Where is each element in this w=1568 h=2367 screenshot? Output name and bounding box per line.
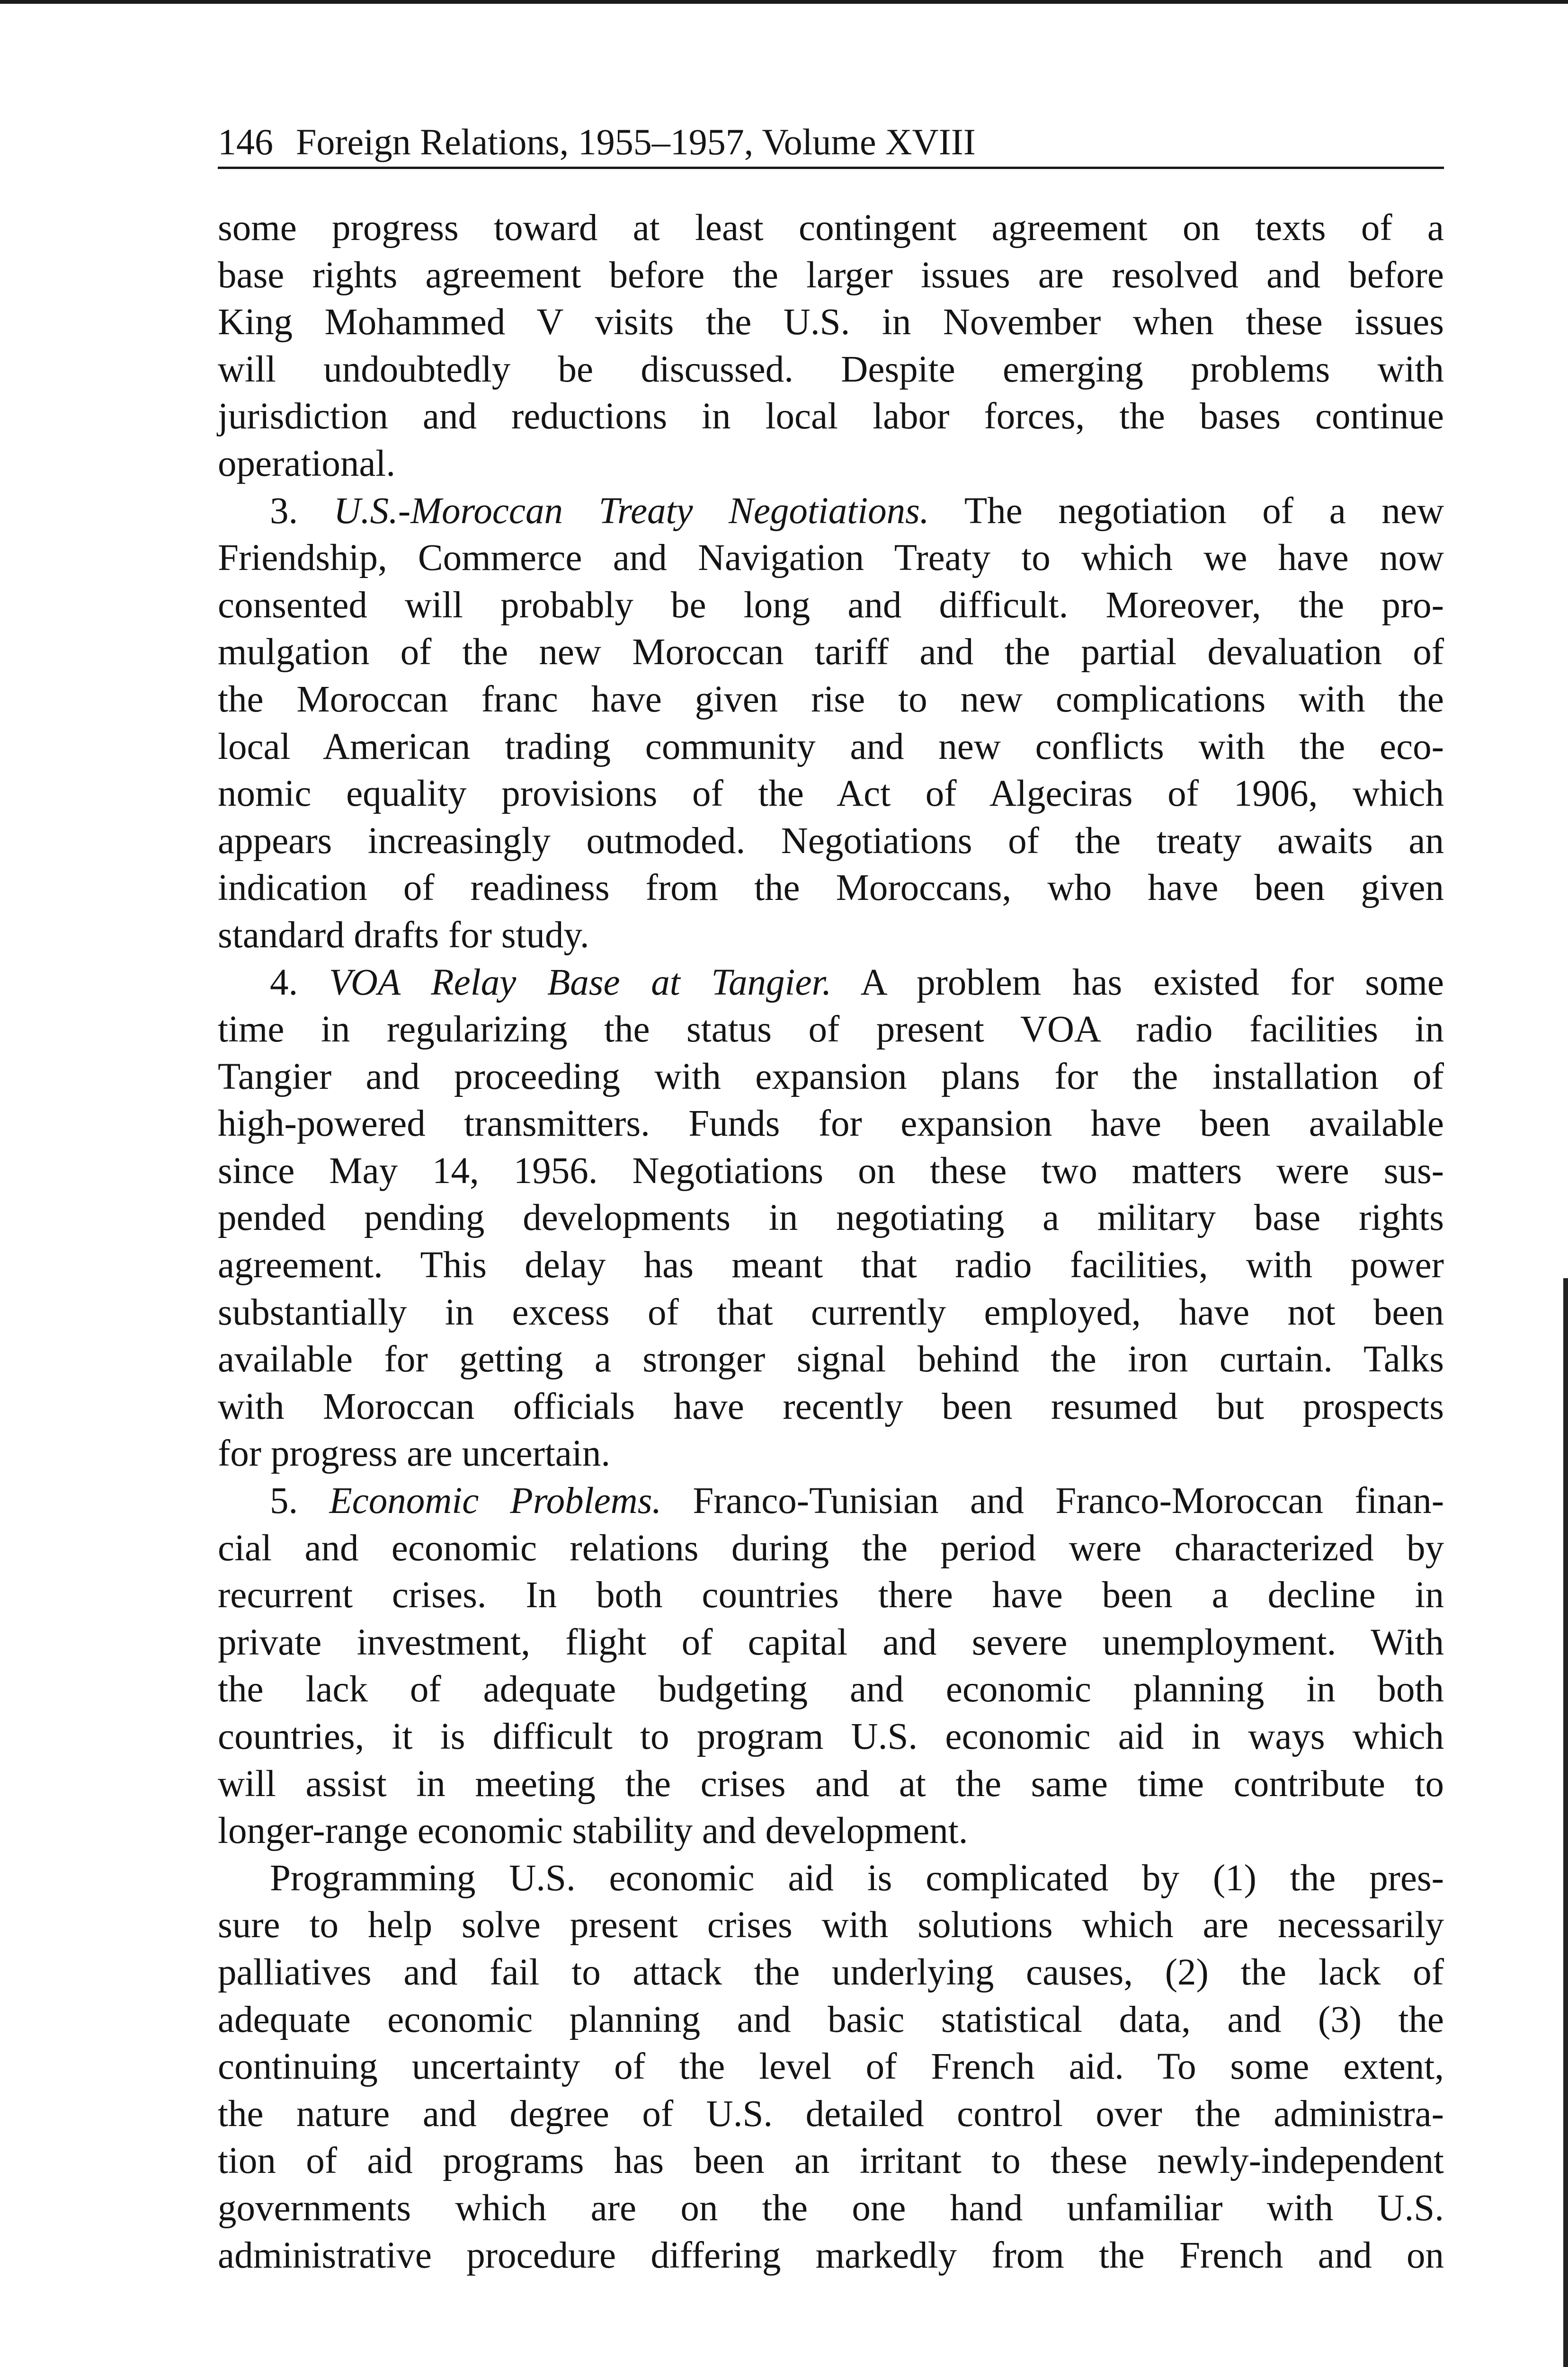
line-text: appears increasingly outmoded. Negotiations of the treaty awaits an [218,820,1444,862]
text-line [218,393,1444,440]
section-heading: VOA Relay Base at Tangier. [329,961,832,1003]
text-line [218,1572,1444,1619]
text-line [218,864,1444,912]
text-line [218,723,1444,771]
text-line [218,818,1444,865]
line-text: nomic equality provisions of the Act of Algeciras of 1906, which [218,773,1444,815]
line-text: palliatives and fail to attack the underlying causes, (2) the lack of [218,1951,1444,1993]
line-text: mulgation of the new Moroccan tariff and the partial devaluation of [218,632,1444,673]
section-heading: U.S.-Moroccan Treaty Negotiations. [333,490,929,532]
text-line [218,1289,1444,1336]
line-text: the nature and degree of U.S. detailed control over the administra- [218,2093,1444,2135]
running-title: Foreign Relations, 1955–1957, Volume XVIII [296,121,976,162]
line-text: continuing uncertainty of the level of French aid. To some extent, [218,2046,1444,2088]
line-text: adequate economic planning and basic statistical data, and (3) the [218,1999,1444,2040]
text-line [218,1006,1444,1053]
section-number: 5. [270,1480,330,1522]
text-line [218,1100,1444,1148]
line-text: base rights agreement before the larger issues are resolved and before [218,254,1444,296]
text-line [218,629,1444,676]
line-text: administrative procedure differing markedly from the French and on [218,2234,1444,2276]
text-line [218,2232,1444,2279]
text-line [218,582,1444,629]
text-line [218,1525,1444,1572]
line-text: King Mohammed V visits the U.S. in November when these issues [218,302,1444,343]
scan-edge-right [1563,1278,1568,2367]
text-line [218,1761,1444,1808]
text-line [218,912,1444,959]
text-line [218,205,1444,252]
line-text: standard drafts for study. [218,914,589,956]
text-line [218,2091,1444,2138]
text-line [218,252,1444,299]
text-line [218,770,1444,818]
line-text: operational. [218,443,396,484]
text-line [218,676,1444,723]
line-text: governments which are on the one hand unfamiliar with U.S. [218,2187,1444,2229]
line-text: local American trading community and new conflicts with the eco- [218,726,1444,767]
running-head [218,117,1444,169]
text-line [218,1807,1444,1855]
body-text [218,205,1444,2279]
line-text: indication of readiness from the Moroccans, who have been given [218,867,1444,909]
text-line [218,488,1444,535]
text-line [218,1902,1444,1949]
line-text: pended pending developments in negotiating a military base rights [218,1197,1444,1239]
section-number: 4. [270,961,329,1003]
line-text: the lack of adequate budgeting and economic planning in both [218,1669,1444,1710]
text-line [218,1666,1444,1713]
text-line [218,1713,1444,1761]
line-text: the Moroccan franc have given rise to new complications with the [218,678,1444,720]
text-line [218,1430,1444,1477]
text-line [218,534,1444,582]
line-text: agreement. This delay has meant that radio facilities, with power [218,1245,1444,1286]
scan-edge-top [0,0,1568,4]
text-line [218,1336,1444,1383]
line-text: consented will probably be long and difficult. Moreover, the pro- [218,584,1444,626]
line-text: jurisdiction and reductions in local labor forces, the bases continue [218,396,1444,437]
text-line [218,1194,1444,1242]
line-text: some progress toward at least contingent agreement on texts of a [218,207,1444,249]
text-line [218,440,1444,488]
text-line [218,2043,1444,2091]
line-text: since May 14, 1956. Negotiations on these two matters were sus- [218,1150,1444,1192]
line-text: high-powered transmitters. Funds for expansion have been available [218,1103,1444,1145]
line-text: A problem has existed for some [831,961,1444,1003]
line-text: recurrent crises. In both countries there have been a decline in [218,1575,1444,1616]
line-text: will assist in meeting the crises and at the same time contribute to [218,1763,1444,1805]
line-text: Franco-Tunisian and Franco-Moroccan finan- [661,1480,1444,1522]
text-line [218,346,1444,393]
text-line [218,1148,1444,1195]
line-text: sure to help solve present crises with solutions which are necessarily [218,1904,1444,1946]
text-line [218,1996,1444,2044]
line-text: time in regularizing the status of present VOA radio facilities in [218,1009,1444,1050]
line-text: Tangier and proceeding with expansion plans for the installation of [218,1056,1444,1097]
text-line [218,959,1444,1006]
line-text: for progress are uncertain. [218,1433,611,1475]
text-line [218,1477,1444,1525]
text-line [218,1242,1444,1289]
text-line [218,299,1444,346]
line-text: countries, it is difficult to program U.S. economic aid in ways which [218,1716,1444,1757]
text-line [218,1949,1444,1996]
text-line [218,2185,1444,2232]
text-line [218,1383,1444,1431]
text-line [218,1855,1444,1902]
text-line [218,1053,1444,1101]
line-text: will undoubtedly be discussed. Despite emerging problems with [218,348,1444,390]
text-line [218,2137,1444,2185]
line-text: Programming U.S. economic aid is complicated by (1) the pres- [270,1857,1444,1899]
line-text: Friendship, Commerce and Navigation Treaty to which we have now [218,537,1444,579]
line-text: with Moroccan officials have recently been resumed but prospects [218,1386,1444,1427]
line-text: cial and economic relations during the period were characterized by [218,1527,1444,1569]
line-text: private investment, flight of capital and severe unemployment. With [218,1621,1444,1663]
line-text: longer-range economic stability and development. [218,1810,968,1852]
line-text: tion of aid programs has been an irritant to these newly-independent [218,2140,1444,2182]
section-heading: Economic Problems. [329,1480,662,1522]
page-number: 146 [218,121,273,162]
line-text: substantially in excess of that currently employed, have not been [218,1291,1444,1333]
line-text: The negotiation of a new [929,490,1444,532]
text-line [218,1619,1444,1666]
section-number: 3. [270,490,334,532]
line-text: available for getting a stronger signal behind the iron curtain. Talks [218,1339,1444,1380]
